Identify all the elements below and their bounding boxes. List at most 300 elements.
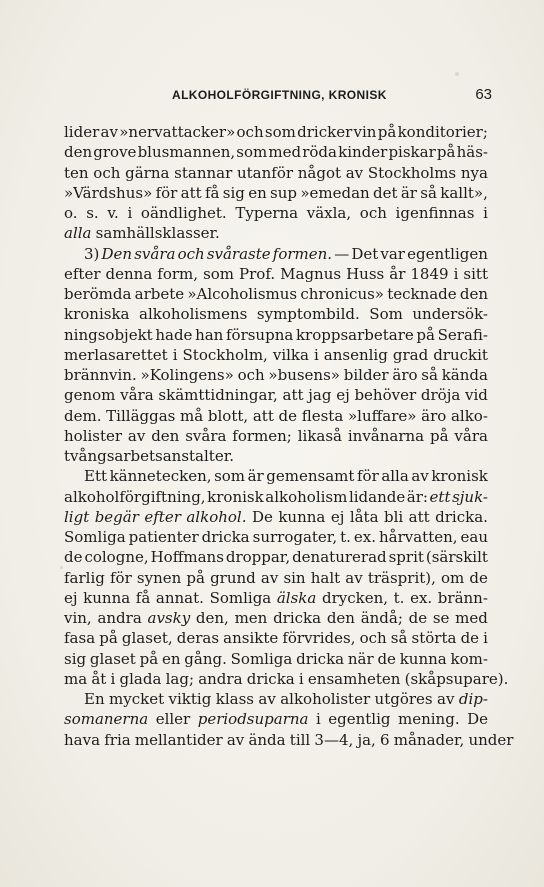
word: de [408,609,428,627]
word: något [297,163,342,182]
word: »Alcoholismus [187,285,298,303]
word: utanför [236,163,294,182]
word: somanerna [64,710,149,729]
word: dricker [297,123,353,141]
word: arbete [134,285,185,303]
word: andra [198,669,243,688]
word: brännvin. [64,366,137,384]
word: på [186,568,205,587]
text-line [64,385,488,405]
word: cologne, [84,548,149,567]
text-line [64,183,488,203]
word: vin [353,123,377,141]
word: droppar, [225,548,291,567]
word: sprit [388,548,424,567]
word: behöver [354,386,417,405]
word: grad [392,345,429,364]
text-line [64,709,488,729]
word: formen. [272,244,333,263]
word: stannar [174,163,233,182]
word: halt [310,568,341,587]
word: begär [94,507,139,526]
word: äro [421,406,447,425]
word: det [373,183,398,202]
word: viktig [168,690,212,708]
word: ej [336,386,350,405]
word: efter [64,264,101,283]
word: De [467,710,488,729]
word: Prof. [239,264,276,283]
word: oändlighet. [140,204,227,222]
word: kännetecken, [109,467,212,486]
text-line [64,325,488,345]
word: svåra [185,426,227,445]
word: i [453,264,459,283]
word: denaturerad [292,548,387,567]
text-line [64,689,488,709]
word: Den [101,244,133,263]
word: ex. [353,528,376,546]
word: ända [248,730,286,749]
text-line [64,487,488,507]
word: likaså [297,426,343,445]
word: kunna [399,649,447,668]
word: ja, [357,730,376,749]
word: ej [330,507,345,526]
word: våra [120,386,154,405]
word: ningsobjekt [64,325,153,344]
word: vid [465,386,488,405]
word: 3—4, [314,730,354,749]
word: svåra [134,244,176,263]
word: att [408,507,430,526]
word: Somliga [209,588,272,607]
word: på [377,123,397,141]
word: sjuk- [452,487,488,506]
word: ansenlig [323,345,388,364]
word: v. [107,204,119,222]
word: drycken, [321,588,389,607]
word: dem. [64,406,102,425]
word: i [110,669,116,688]
word: alko- [450,406,488,425]
word: få [204,183,220,202]
word: undersök- [412,305,488,324]
word: och [177,244,205,263]
word: En [84,690,105,708]
word: Hoffmans [150,548,224,567]
word: må [180,406,204,425]
text-line [64,284,488,304]
page-speck [455,72,459,76]
word: den [64,143,93,162]
word: så [421,366,438,384]
word: eller [155,710,191,729]
word: Typerna [235,204,299,222]
word: att [252,406,274,425]
word: Serafi- [437,325,488,344]
word: och [237,366,265,384]
word: för [110,568,132,587]
word: den [151,426,180,445]
word: sitt [463,264,488,283]
text-line [64,163,488,183]
word: tvångsarbetsanstalter. [64,447,234,465]
word: gemensamt [266,467,355,486]
word: växla, [306,204,352,222]
word: — [334,244,350,263]
word: Somliga [64,528,126,546]
word: under [468,730,514,749]
word: för [155,183,178,202]
word: de [377,649,396,668]
word: form, [157,264,199,283]
word: av [345,568,363,587]
text-line [64,446,488,466]
word: i [483,629,488,648]
word: i [483,204,488,222]
text-line [64,264,488,284]
word: i [298,669,304,688]
word: men [234,609,268,627]
text-line [64,527,488,547]
word: en [248,183,267,202]
word: med [455,609,488,627]
word: av [226,730,245,749]
word: den, [195,609,229,627]
word: kända [441,366,488,384]
word: kunna [278,507,326,526]
word: mening. [398,710,460,729]
word: ej [64,588,78,607]
word: annat. [155,588,204,607]
word: dricka [246,669,295,688]
text-line [64,142,488,162]
word: den [326,609,355,627]
word: dricka [273,609,322,627]
word: sin [283,568,306,587]
word: lidande [348,487,406,506]
word: när [347,649,374,668]
word: skämttidningar, [158,386,278,405]
word: träsprit), [367,568,436,587]
word: De [251,507,273,526]
word: med [268,143,302,162]
word: alla [381,467,409,486]
text-line [64,466,488,486]
word: 1849 [410,264,449,283]
word: sup [270,183,298,202]
word: av [345,163,364,182]
text-line [64,122,488,142]
word: kronisk [207,487,264,506]
word: Det [351,244,379,263]
word: gärna [125,163,170,182]
word: av [437,690,455,708]
word: Huss [346,264,385,283]
word: är [400,183,417,202]
page-header [64,86,496,108]
word: han [195,325,224,344]
word: jag [308,386,332,405]
word: bli [384,507,404,526]
word: dröja [420,386,461,405]
word: farlig [64,568,105,587]
word: kronisk [431,467,488,486]
word: dricka [201,528,250,546]
word: efter [144,507,181,526]
word: blusmannen, [137,143,236,162]
word: o. [64,204,78,222]
word: i [172,345,178,364]
word: ändå; [360,609,403,627]
word: kinder [338,143,388,162]
word: s. [86,204,99,222]
word: t. [393,588,405,607]
text-line [64,304,488,324]
word: försupna [225,325,294,344]
word: surrogater, [252,528,338,546]
word: Stockholm, [182,345,268,364]
text-line [64,649,488,669]
word: lag; [165,669,195,688]
word: av [260,568,279,587]
word: en [161,649,181,668]
word: »busens» [268,366,340,384]
word: att [180,183,202,202]
text-line [64,203,488,223]
word: mellantider [134,730,223,749]
word: grund [210,568,256,587]
word: fasa [64,629,96,648]
word: på [436,143,456,162]
word: åt [91,669,107,688]
word: lider [64,123,100,141]
word: på [430,426,449,445]
word: de [460,629,480,648]
text-line [64,588,488,608]
word: häs- [456,143,488,162]
word: om [441,568,465,587]
word: berömda [64,285,132,303]
word: konditorier; [397,123,488,141]
word: hårvatten, [378,528,458,546]
word: t. [340,528,351,546]
word: alkoholförgiftning, [64,487,206,506]
word: druckit [433,345,488,364]
word: avsky [147,609,191,627]
word: alkoholister [280,690,371,708]
word: älska [276,588,317,607]
word: glaset, [121,629,173,648]
word: och [359,629,387,648]
word: synen [136,568,182,587]
word: ma [64,669,88,688]
word: patienter [128,528,199,546]
word: som [236,143,268,162]
word: utgöres [374,690,433,708]
word: är: [406,487,428,506]
word: Ett [84,467,108,486]
word: »Kolingens» [140,366,234,384]
word: kroppsarbetare [295,325,414,344]
word: de [469,568,488,587]
word: röda [302,143,337,162]
word: »Värdshus» [64,183,153,202]
body-text [64,122,514,750]
word: ligt [64,507,90,526]
word: av [127,426,146,445]
word: Tilläggas [106,406,176,425]
word: i [127,204,133,222]
word: bilder [343,366,389,384]
word: som [214,467,246,486]
word: klass [215,690,254,708]
word: invånarna [347,426,425,445]
word: samhällsklasser. [95,224,220,243]
text-line [64,608,488,628]
word: de [278,406,298,425]
word: till [289,730,311,749]
word: gång. [184,649,227,668]
word: år [389,264,406,283]
text-line [64,406,488,426]
word: holister [64,426,123,445]
word: mycket [109,690,165,708]
text-line [64,426,488,446]
text-line [64,547,488,567]
text-line [64,669,509,689]
word: sig [64,649,87,668]
word: glada [119,669,162,688]
word: Som [369,305,403,324]
word: bränn- [437,588,488,607]
word: och [93,163,121,182]
word: glaset [89,649,136,668]
word: förvrides, [282,629,356,648]
word: denna [105,264,153,283]
word: månader, [393,730,465,749]
word: alkohol. [186,507,247,526]
word: tecknade [387,285,457,303]
word: på [99,629,118,648]
word: kallt», [440,183,488,202]
page-number: 63 [475,86,492,103]
word: Magnus [280,264,342,283]
word: kroniska [64,305,130,324]
word: chronicus» [300,285,384,303]
word: de [64,548,83,567]
word: deras [176,629,220,648]
running-head: ALKOHOLFÖRGIFTNING, KRONISK [172,88,387,102]
word: dip- [458,690,488,708]
word: ett [429,487,451,506]
word: och [359,204,387,222]
word: dricka. [435,507,488,526]
word: (skåpsupare). [404,669,509,688]
word: våra [454,426,488,445]
word: av [100,123,118,141]
text-line [64,507,488,527]
word: grove [93,143,137,162]
page-speck [60,566,63,569]
word: så [420,183,437,202]
word: kom- [450,649,488,668]
word: på [416,325,435,344]
text-line [64,345,488,365]
word: låta [349,507,379,526]
word: ansikte [223,629,279,648]
word: svåraste [206,244,271,263]
word: var [380,244,405,263]
word: som [203,264,235,283]
word: merlasarettet [64,345,168,364]
word: genom [64,386,116,405]
word: »emedan [300,183,370,202]
word: blott, [207,406,249,425]
word: dricka [296,649,345,668]
word: alkoholismens [139,305,248,324]
text-line [64,568,488,588]
text-line [64,365,488,385]
word: symptombild. [256,305,360,324]
word: i [313,345,319,364]
word: vin, [64,609,92,627]
word: sig [222,183,245,202]
word: hade [155,325,193,344]
word: »nervattacker» [119,123,236,141]
word: ensamheten [307,669,401,688]
text-line [64,730,514,750]
word: och [236,123,264,141]
word: flesta [301,406,344,425]
word: att [282,386,304,405]
word: 3) [84,244,100,263]
word: »luffare» [347,406,417,425]
word: som [264,123,296,141]
word: 6 [380,730,390,749]
word: se [432,609,450,627]
word: egentligen [407,244,488,263]
word: andra [97,609,142,627]
text-line [64,244,488,264]
word: ten [64,163,89,182]
word: egentlig [328,710,391,729]
word: (särskilt [425,548,488,567]
word: vilka [272,345,309,364]
word: av [258,690,276,708]
word: den [459,285,488,303]
word: Stockholms [367,163,457,182]
word: Somliga [230,649,293,668]
word: periodsuparna [197,710,309,729]
word: av [411,467,429,486]
word: ex. [410,588,433,607]
word: äro [392,366,418,384]
word: i [315,710,321,729]
word: nya [460,163,488,182]
word: formen; [232,426,292,445]
word: alkoholism [265,487,348,506]
text-line [64,223,488,243]
word: få [135,588,151,607]
word: igenfinnas [395,204,475,222]
word: kunna [83,588,131,607]
word: för [356,467,379,486]
word: eau [460,528,488,546]
word: på [139,649,159,668]
text-line [64,628,488,648]
